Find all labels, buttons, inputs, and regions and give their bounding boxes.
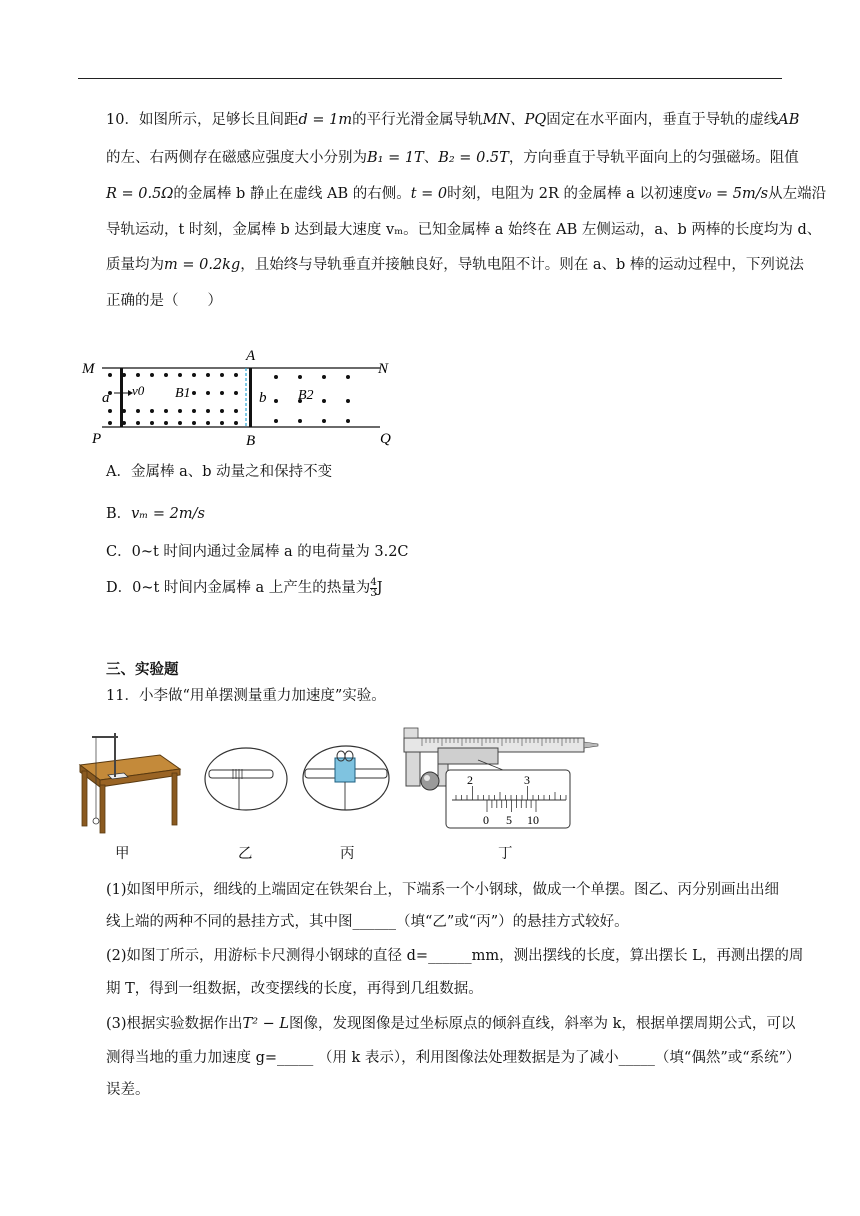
q11-part3-line1: (3)根据实验数据作出T² − L图像，发现图像是过坐标原点的倾斜直线，斜率为 k，根据单摆周期公式，可以 (106, 1016, 796, 1032)
field-dot (322, 419, 326, 423)
label-v0: v0 (132, 383, 145, 398)
field-dot (108, 373, 112, 377)
field-dot (108, 409, 112, 413)
field-dot (150, 409, 154, 413)
label-Q: Q (380, 431, 391, 447)
figure-jia-table-pendulum (78, 725, 183, 835)
field-dot (136, 421, 140, 425)
field-dot (122, 409, 126, 413)
section-title-experiment: 三、实验题 (106, 662, 179, 678)
field-dot (220, 409, 224, 413)
label-B: B (246, 433, 256, 449)
field-dot (346, 399, 350, 403)
field-dot (164, 373, 168, 377)
rod-b (249, 368, 252, 427)
fraction-4-3: $\frac{4}{3}$ (370, 576, 377, 599)
field-dot (220, 391, 224, 395)
q11-part1-line1: (1)如图甲所示，细线的上端固定在铁架台上，下端系一个小钢球，做成一个单摆。图乙、丙分别画出出细 (106, 882, 780, 898)
vernier-label-5: 5 (506, 813, 512, 827)
field-dot (192, 421, 196, 425)
field-dot (220, 421, 224, 425)
figure-ding-vernier-caliper (398, 724, 600, 830)
field-dot (206, 391, 210, 395)
label-N: N (378, 361, 389, 377)
field-dot (136, 373, 140, 377)
q10-line-3: R = 0.5Ω的金属棒 b 静止在虚线 AB 的右侧。t = 0时刻，电阻为 2R 的金属棒 a 以初速度v₀ = 5m/s从左端沿 (106, 186, 827, 202)
q11-part3-line3: 误差。 (106, 1082, 150, 1098)
field-dot (122, 421, 126, 425)
field-dot (192, 391, 196, 395)
field-dot (150, 373, 154, 377)
q10-line-1: 10．如图所示，足够长且间距d = 1m的平行光滑金属导轨MN、PQ固定在水平面内，垂直于导轨的虚线AB (106, 112, 800, 128)
field-dot (178, 421, 182, 425)
label-B1: B1 (175, 386, 191, 401)
label-A: A (246, 348, 256, 364)
caption-ding: 丁 (498, 846, 513, 862)
field-dot (206, 421, 210, 425)
label-M: M (82, 361, 95, 377)
caption-yi: 乙 (238, 846, 253, 862)
q11-part2-line1: (2)如图丁所示，用游标卡尺测得小钢球的直径 d=______mm，测出摆线的长度，算出摆长 L，再测出摆的周 (106, 948, 804, 964)
field-dot (346, 375, 350, 379)
q10-line-4: 导轨运动，t 时刻，金属棒 b 达到最大速度 vₘ。已知金属棒 a 始终在 AB 左侧运动，a、b 两棒的长度均为 d、 (106, 222, 822, 238)
field-dot (234, 391, 238, 395)
label-P: P (92, 431, 102, 447)
header-rule (78, 78, 782, 79)
q10-line-6: 正确的是（ ） (106, 293, 222, 309)
field-dot (234, 409, 238, 413)
caption-bing: 丙 (340, 846, 355, 862)
field-dot (322, 399, 326, 403)
q11-part1-line2: 线上端的两种不同的悬挂方式，其中图______（填“乙”或“丙”）的悬挂方式较好。 (106, 914, 629, 930)
field-dot (298, 419, 302, 423)
figure-bing-clamp (301, 744, 393, 812)
q11-intro: 11．小李做“用单摆测量重力加速度”实验。 (106, 688, 386, 704)
label-b: b (259, 390, 267, 406)
field-dot (206, 373, 210, 377)
field-dot (164, 409, 168, 413)
rod-a (120, 368, 123, 427)
q11-part2-line2: 期 T，得到一组数据，改变摆线的长度，再得到几组数据。 (106, 981, 483, 997)
option-b[interactable]: B．vₘ = 2m/s (106, 506, 205, 522)
field-dot (346, 419, 350, 423)
field-dot (178, 373, 182, 377)
q10-line-5: 质量均为m = 0.2kg，且始终与导轨垂直并接触良好，导轨电阻不计。则在 a、b 棒的运动过程中，下列说法 (106, 257, 804, 273)
field-dot (298, 375, 302, 379)
label-a: a (102, 390, 110, 406)
main-scale-label-2: 2 (467, 773, 473, 787)
field-dot (150, 421, 154, 425)
vernier-label-0: 0 (483, 813, 489, 827)
option-c[interactable]: C．0~t 时间内通过金属棒 a 的电荷量为 3.2C (106, 544, 409, 560)
field-dot (220, 373, 224, 377)
field-dot (206, 409, 210, 413)
figure-yi-wrap (203, 746, 289, 812)
field-dot (122, 373, 126, 377)
vernier-label-10: 10 (527, 813, 539, 827)
option-a[interactable]: A．金属棒 a、b 动量之和保持不变 (106, 464, 333, 480)
field-dot (136, 409, 140, 413)
field-dot (164, 421, 168, 425)
field-dot (322, 375, 326, 379)
q10-line-2: 的左、右两侧存在磁感应强度大小分别为B₁ = 1T、B₂ = 0.5T，方向垂直于导轨平面向上的匀强磁场。阻值 (106, 150, 799, 166)
field-dot (274, 399, 278, 403)
main-scale-label-3: 3 (524, 773, 530, 787)
field-dot (192, 409, 196, 413)
q10-rail-figure (80, 345, 410, 450)
field-dot (274, 375, 278, 379)
field-dot (192, 373, 196, 377)
field-dot (234, 373, 238, 377)
option-d[interactable]: D．0~t 时间内金属棒 a 上产生的热量为 $\frac{4}{3}$ J (106, 576, 383, 599)
field-dot (178, 409, 182, 413)
field-dot (234, 421, 238, 425)
label-B2: B2 (298, 388, 314, 403)
field-dot (108, 421, 112, 425)
field-dot (274, 419, 278, 423)
caption-jia: 甲 (115, 846, 130, 862)
q11-part3-line2: 测得当地的重力加速度 g=_____ （用 k 表示），利用图像法处理数据是为了减小_____（填“偶然”或“系统”） (106, 1050, 801, 1066)
